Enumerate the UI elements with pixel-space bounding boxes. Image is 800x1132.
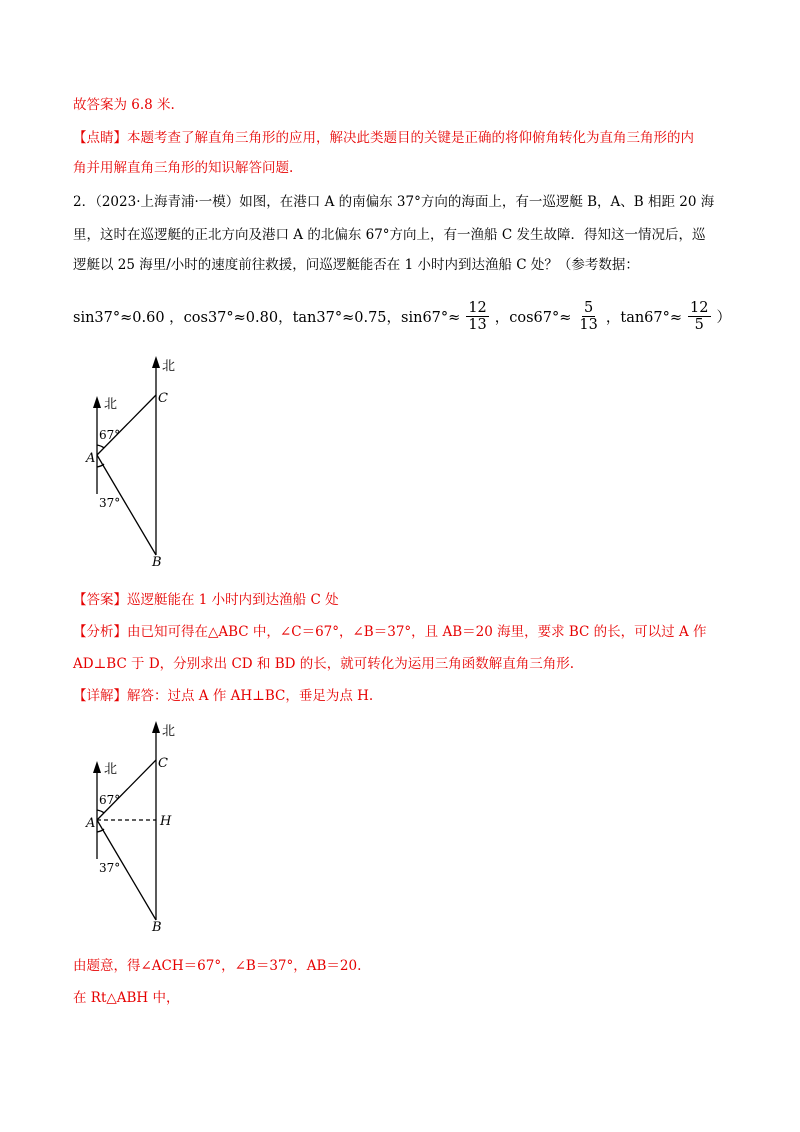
answer-line: 【答案】巡逻艇能在 1 小时内到达渔船 C 处 [73,592,339,608]
figure-solution [80,715,200,935]
north-label-left-2: 北 [104,762,118,777]
point-c-label-2: C [158,756,168,771]
angle-37-label-2: 37° [99,861,121,875]
line-comment-2: 角并用解直角三角形的知识解答问题. [73,160,294,176]
figure-question [80,350,200,570]
comment-tag: 【点睛】 [73,130,127,146]
question-line-2: 里，这时在巡逻艇的正北方向及港口 A 的北偏东 67°方向上，有一渔船 C 发生故障．得知这一情况后，巡 [73,227,706,243]
point-b-label-2: B [152,920,162,935]
line-comment-1: 【点睛】本题考查了解直角三角形的应用，解决此类题目的关键是正确的将仰俯角转化为直角三角形的内 [73,130,694,146]
analysis-line-1: 【分析】由已知可得在△ABC 中，∠C＝67°，∠B＝37°，且 AB＝20 海里，要求 BC 的长，可以过 A 作 [73,624,707,640]
detail-line: 【详解】解答：过点 A 作 AH⊥BC，垂足为点 H. [73,688,374,704]
line-answer-value: 故答案为 6.8 米. [73,97,175,113]
solution-line-2: 在 Rt△ABH 中， [73,990,180,1006]
fraction-12-5: $\frac{12}{5}$ [690,300,709,333]
analysis-tag: 【分析】 [73,624,127,640]
angle-37-label: 37° [99,496,121,510]
point-c-label: C [158,391,168,406]
question-line-3: 逻艇以 25 海里/小时的速度前往救援，问巡逻艇能否在 1 小时内到达渔船 C 处？（参考数据： [73,257,639,273]
point-a-label-2: A [86,816,96,831]
answer-tag: 【答案】 [73,592,127,608]
north-label-right: 北 [162,359,176,374]
point-h-label: H [160,814,172,829]
analysis-line-2: AD⊥BC 于 D，分别求出 CD 和 BD 的长，就可转化为运用三角函数解直角三角形. [73,656,575,672]
angle-67-label-2: 67° [99,793,121,807]
question-line-1: 2．（2023·上海青浦·一模）如图，在港口 A 的南偏东 37°方向的海面上，有一巡逻艇 B，A、B 相距 20 海 [73,194,715,210]
solution-line-1: 由题意，得∠ACH＝67°，∠B＝37°，AB＝20. [73,958,362,974]
north-label-right-2: 北 [162,724,176,739]
fraction-5-13: $\frac{5}{13}$ [579,300,598,333]
north-label-left: 北 [104,397,118,412]
angle-67-label: 67° [99,428,121,442]
detail-tag: 【详解】 [73,688,127,704]
point-a-label: A [86,451,96,466]
fraction-12-13: $\frac{12}{13}$ [468,300,487,333]
point-b-label: B [152,555,162,570]
reference-formula: sin37°≈0.60 ，cos37°≈0.80，tan37°≈0.75，sin67°≈ $\frac{12}{13}$ ，cos67°≈ $\frac{5}{13}$ ，tan67°≈ $\frac{12}{5}$ ） [73,300,731,333]
